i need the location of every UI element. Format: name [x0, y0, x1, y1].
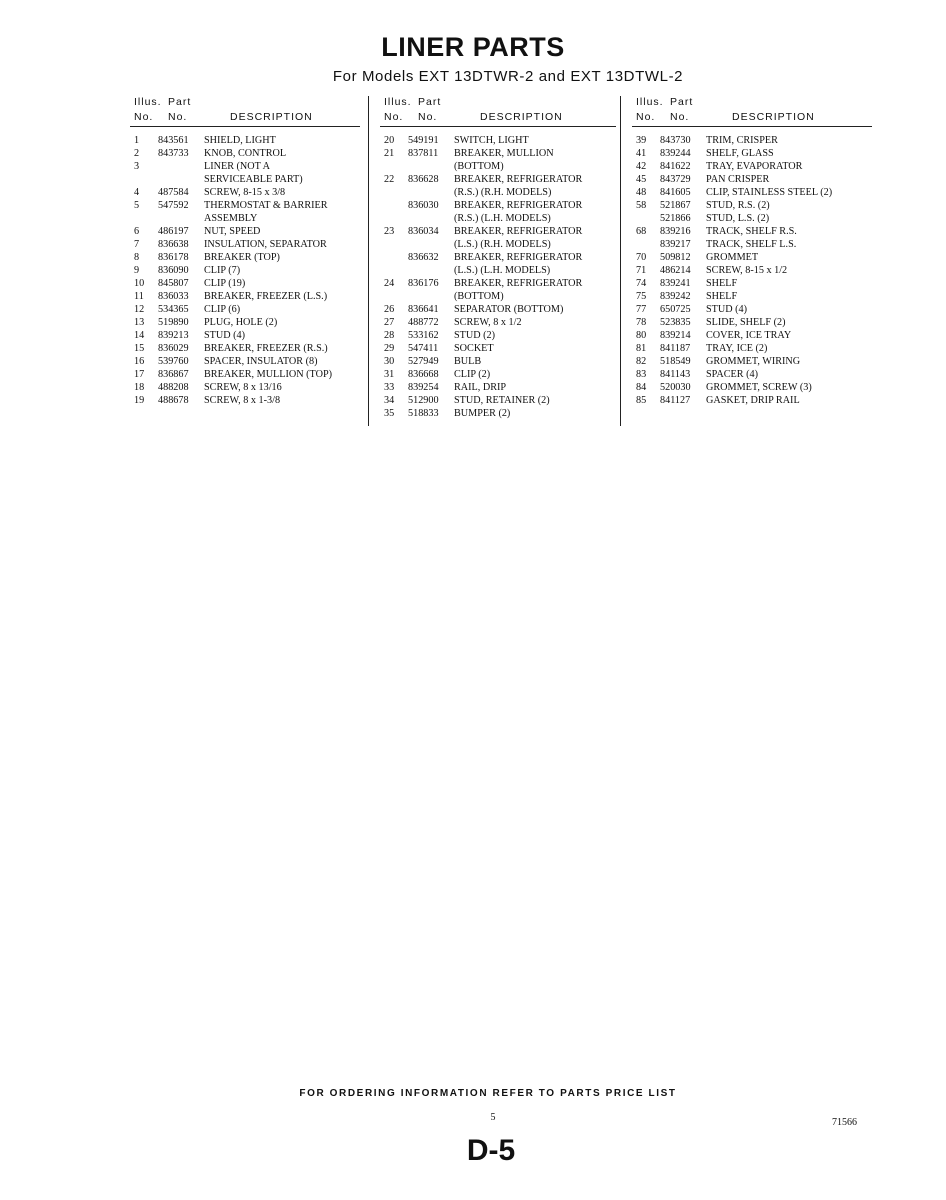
- page-subtitle: For Models EXT 13DTWR-2 and EXT 13DTWL-2: [332, 68, 684, 85]
- part-row: [130, 199, 360, 212]
- part-number: 547592: [158, 200, 189, 211]
- column-divider: [620, 96, 621, 426]
- part-description: BREAKER, FREEZER (R.S.): [204, 343, 328, 354]
- part-description: TRAY, ICE (2): [706, 343, 768, 354]
- part-description: CLIP (2): [454, 369, 491, 380]
- part-description: (BOTTOM): [454, 291, 504, 302]
- part-number: 841127: [660, 395, 691, 406]
- illus-number: 39: [636, 135, 647, 146]
- ordering-note: FOR ORDERING INFORMATION REFER TO PARTS PRICE LIST: [299, 1088, 677, 1099]
- part-description: INSULATION, SEPARATOR: [204, 239, 327, 250]
- part-row: [130, 225, 360, 238]
- part-description: SPACER (4): [706, 369, 758, 380]
- part-description: SCREW, 8 x 1/2: [454, 317, 522, 328]
- part-number: 843733: [158, 148, 189, 159]
- part-number: 549191: [408, 135, 439, 146]
- illus-number: 28: [384, 330, 395, 341]
- part-row: [380, 199, 616, 212]
- parts-list: [380, 134, 616, 420]
- part-row: [380, 290, 616, 303]
- part-row: [632, 342, 872, 355]
- header-rule: [632, 126, 872, 127]
- illus-number: [380, 186, 402, 199]
- part-number: 527949: [408, 356, 439, 367]
- part-number: 650725: [660, 304, 691, 315]
- column-header: [632, 96, 872, 128]
- part-description: STUD, RETAINER (2): [454, 395, 550, 406]
- part-number: 518549: [660, 356, 691, 367]
- part-row: [130, 173, 360, 186]
- part-number: 836033: [158, 291, 189, 302]
- part-row: [632, 251, 872, 264]
- illus-number: 42: [636, 161, 647, 172]
- part-description: SERVICEABLE PART): [204, 174, 303, 185]
- part-description: (R.S.) (R.H. MODELS): [454, 187, 552, 198]
- illus-number: 15: [134, 343, 145, 354]
- part-number: 836628: [408, 174, 439, 185]
- part-number: 839216: [660, 226, 691, 237]
- illus-number: 27: [384, 317, 395, 328]
- part-description: SEPARATOR (BOTTOM): [454, 304, 564, 315]
- header-illus-no: No.: [636, 111, 656, 123]
- part-row: [380, 212, 616, 225]
- part-row: [380, 394, 616, 407]
- illus-number: 70: [636, 252, 647, 263]
- part-number: 836029: [158, 343, 189, 354]
- part-number: [402, 160, 454, 173]
- part-description: BREAKER, REFRIGERATOR: [454, 252, 583, 263]
- illus-number: 11: [134, 291, 144, 302]
- illus-number: 34: [384, 395, 395, 406]
- part-description: TRACK, SHELF R.S.: [706, 226, 797, 237]
- part-number: [402, 264, 454, 277]
- part-row: [632, 173, 872, 186]
- illus-number: 13: [134, 317, 145, 328]
- part-description: PLUG, HOLE (2): [204, 317, 278, 328]
- part-description: ASSEMBLY: [204, 213, 258, 224]
- part-description: BUMPER (2): [454, 408, 511, 419]
- part-row: [130, 264, 360, 277]
- part-row: [632, 277, 872, 290]
- illus-number: 58: [636, 200, 647, 211]
- part-description: STUD (4): [204, 330, 246, 341]
- part-row: [130, 147, 360, 160]
- column-header: [380, 96, 616, 128]
- page-number: 5: [490, 1112, 496, 1123]
- part-row: [380, 225, 616, 238]
- part-row: [380, 368, 616, 381]
- part-description: SOCKET: [454, 343, 494, 354]
- illus-number: 85: [636, 395, 647, 406]
- header-description: DESCRIPTION: [230, 111, 313, 123]
- header-illus: Illus.: [384, 96, 412, 108]
- section-label: D-5: [466, 1134, 516, 1167]
- parts-column-2: [380, 96, 616, 420]
- illus-number: 16: [134, 356, 145, 367]
- header-illus: Illus.: [636, 96, 664, 108]
- part-description: COVER, ICE TRAY: [706, 330, 792, 341]
- part-number: 539760: [158, 356, 189, 367]
- part-number: 512900: [408, 395, 439, 406]
- illus-number: [130, 212, 152, 225]
- part-number: 487584: [158, 187, 189, 198]
- part-description: BREAKER, MULLION: [454, 148, 554, 159]
- part-description: CLIP (19): [204, 278, 246, 289]
- illus-number: 80: [636, 330, 647, 341]
- part-description: GROMMET: [706, 252, 759, 263]
- column-divider: [368, 96, 369, 426]
- part-number: [152, 173, 204, 186]
- header-illus: Illus.: [134, 96, 162, 108]
- part-description: BREAKER, REFRIGERATOR: [454, 200, 583, 211]
- part-row: [130, 303, 360, 316]
- illus-number: 78: [636, 317, 647, 328]
- part-number: 486197: [158, 226, 189, 237]
- illus-number: 75: [636, 291, 647, 302]
- illus-number: 30: [384, 356, 395, 367]
- part-number: 488678: [158, 395, 189, 406]
- part-number: 488208: [158, 382, 189, 393]
- illus-number: 45: [636, 174, 647, 185]
- part-number: 534365: [158, 304, 189, 315]
- header-part-no: No.: [418, 111, 438, 123]
- illus-number: [632, 238, 654, 251]
- part-description: (L.S.) (L.H. MODELS): [454, 265, 551, 276]
- illus-number: 12: [134, 304, 145, 315]
- parts-list: [130, 134, 360, 407]
- part-row: [632, 316, 872, 329]
- part-row: [632, 225, 872, 238]
- header-part-no: No.: [168, 111, 188, 123]
- illus-number: 68: [636, 226, 647, 237]
- part-number: 521866: [660, 213, 691, 224]
- part-description: STUD (2): [454, 330, 496, 341]
- part-number: 843729: [660, 174, 691, 185]
- part-row: [632, 238, 872, 251]
- part-description: SLIDE, SHELF (2): [706, 317, 786, 328]
- parts-column-1: [130, 96, 360, 407]
- illus-number: 21: [384, 148, 395, 159]
- part-row: [130, 212, 360, 225]
- part-description: (BOTTOM): [454, 161, 504, 172]
- part-row: [380, 147, 616, 160]
- part-row: [130, 277, 360, 290]
- part-row: [632, 381, 872, 394]
- part-number: 839254: [408, 382, 439, 393]
- part-description: STUD (4): [706, 304, 748, 315]
- part-number: 836178: [158, 252, 189, 263]
- part-row: [632, 134, 872, 147]
- part-row: [632, 160, 872, 173]
- illus-number: 8: [134, 252, 140, 263]
- illus-number: 14: [134, 330, 145, 341]
- part-number: 486214: [660, 265, 691, 276]
- part-row: [632, 303, 872, 316]
- part-number: 839242: [660, 291, 691, 302]
- header-part: Part: [418, 96, 442, 108]
- illus-number: 9: [134, 265, 140, 276]
- part-description: BREAKER (TOP): [204, 252, 280, 263]
- illus-number: [380, 264, 402, 277]
- part-row: [632, 147, 872, 160]
- illus-number: 3: [134, 161, 140, 172]
- part-row: [380, 342, 616, 355]
- illus-number: [380, 212, 402, 225]
- part-description: CLIP, STAINLESS STEEL (2): [706, 187, 833, 198]
- part-row: [380, 264, 616, 277]
- part-description: SHELF: [706, 278, 738, 289]
- part-description: GROMMET, SCREW (3): [706, 382, 812, 393]
- part-row: [632, 212, 872, 225]
- part-row: [632, 394, 872, 407]
- part-number: [402, 186, 454, 199]
- part-description: RAIL, DRIP: [454, 382, 507, 393]
- illus-number: 6: [134, 226, 140, 237]
- header-part-no: No.: [670, 111, 690, 123]
- header-rule: [380, 126, 616, 127]
- header-illus-no: No.: [384, 111, 404, 123]
- part-number: 836176: [408, 278, 439, 289]
- illus-number: 19: [134, 395, 145, 406]
- part-number: 836632: [408, 252, 439, 263]
- part-row: [130, 186, 360, 199]
- illus-number: 83: [636, 369, 647, 380]
- part-number: 839214: [660, 330, 691, 341]
- part-row: [632, 264, 872, 277]
- illus-number: 26: [384, 304, 395, 315]
- part-number: 488772: [408, 317, 439, 328]
- part-description: SHIELD, LIGHT: [204, 135, 276, 146]
- illus-number: [380, 238, 402, 251]
- part-description: PAN CRISPER: [706, 174, 770, 185]
- part-number: 837811: [408, 148, 439, 159]
- part-number: 520030: [660, 382, 691, 393]
- part-description: SCREW, 8-15 x 1/2: [706, 265, 788, 276]
- part-row: [130, 238, 360, 251]
- part-description: BULB: [454, 356, 482, 367]
- part-row: [380, 329, 616, 342]
- part-number: 547411: [408, 343, 439, 354]
- part-row: [632, 199, 872, 212]
- illus-number: 24: [384, 278, 395, 289]
- illus-number: 20: [384, 135, 395, 146]
- part-number: [402, 290, 454, 303]
- part-description: (L.S.) (R.H. MODELS): [454, 239, 551, 250]
- part-description: SHELF, GLASS: [706, 148, 774, 159]
- part-row: [130, 342, 360, 355]
- part-description: GASKET, DRIP RAIL: [706, 395, 800, 406]
- part-description: TRACK, SHELF L.S.: [706, 239, 797, 250]
- illus-number: 41: [636, 148, 647, 159]
- part-number: 836090: [158, 265, 189, 276]
- part-number: [402, 238, 454, 251]
- part-number: 836641: [408, 304, 439, 315]
- part-number: [152, 160, 204, 173]
- part-row: [130, 251, 360, 264]
- part-description: SCREW, 8 x 13/16: [204, 382, 282, 393]
- header-part: Part: [670, 96, 694, 108]
- part-description: BREAKER, REFRIGERATOR: [454, 226, 583, 237]
- parts-column-3: [632, 96, 872, 407]
- part-row: [130, 134, 360, 147]
- part-number: 841622: [660, 161, 691, 172]
- part-row: [130, 394, 360, 407]
- part-row: [130, 355, 360, 368]
- illus-number: 82: [636, 356, 647, 367]
- part-row: [130, 368, 360, 381]
- part-row: [380, 303, 616, 316]
- header-description: DESCRIPTION: [732, 111, 815, 123]
- part-row: [380, 355, 616, 368]
- part-description: TRIM, CRISPER: [706, 135, 778, 146]
- illus-number: 48: [636, 187, 647, 198]
- part-number: 533162: [408, 330, 439, 341]
- part-description: (R.S.) (L.H. MODELS): [454, 213, 551, 224]
- part-description: GROMMET, WIRING: [706, 356, 801, 367]
- part-number: [152, 212, 204, 225]
- part-number: 509812: [660, 252, 691, 263]
- part-number: 841605: [660, 187, 691, 198]
- illus-number: 74: [636, 278, 647, 289]
- part-number: 843730: [660, 135, 691, 146]
- illus-number: 17: [134, 369, 145, 380]
- illus-number: [380, 251, 402, 264]
- part-description: BREAKER, MULLION (TOP): [204, 369, 333, 380]
- part-row: [380, 316, 616, 329]
- header-rule: [130, 126, 360, 127]
- illus-number: 22: [384, 174, 395, 185]
- part-row: [632, 329, 872, 342]
- part-number: 841143: [660, 369, 691, 380]
- part-number: 836030: [408, 200, 439, 211]
- part-row: [380, 407, 616, 420]
- part-description: CLIP (6): [204, 304, 241, 315]
- part-description: SPACER, INSULATOR (8): [204, 356, 318, 367]
- document-code: 71566: [832, 1117, 857, 1128]
- part-description: STUD, L.S. (2): [706, 213, 770, 224]
- illus-number: 31: [384, 369, 395, 380]
- part-number: 845807: [158, 278, 189, 289]
- part-number: 839213: [158, 330, 189, 341]
- part-row: [632, 355, 872, 368]
- part-description: CLIP (7): [204, 265, 241, 276]
- part-number: [402, 212, 454, 225]
- part-row: [130, 329, 360, 342]
- illus-number: 1: [134, 135, 140, 146]
- part-row: [380, 186, 616, 199]
- part-description: NUT, SPEED: [204, 226, 261, 237]
- part-description: SWITCH, LIGHT: [454, 135, 529, 146]
- part-number: 841187: [660, 343, 691, 354]
- part-number: 523835: [660, 317, 691, 328]
- column-header: [130, 96, 360, 128]
- part-row: [632, 368, 872, 381]
- header-illus-no: No.: [134, 111, 154, 123]
- part-number: 521867: [660, 200, 691, 211]
- illus-number: 10: [134, 278, 145, 289]
- part-number: 839244: [660, 148, 691, 159]
- illus-number: 29: [384, 343, 395, 354]
- part-number: 836638: [158, 239, 189, 250]
- parts-list: [632, 134, 872, 407]
- page-title: LINER PARTS: [381, 32, 565, 62]
- part-description: SCREW, 8 x 1-3/8: [204, 395, 281, 406]
- part-description: LINER (NOT A: [204, 161, 271, 172]
- part-number: 839241: [660, 278, 691, 289]
- illus-number: 2: [134, 148, 140, 159]
- part-number: 519890: [158, 317, 189, 328]
- part-description: TRAY, EVAPORATOR: [706, 161, 803, 172]
- part-row: [632, 290, 872, 303]
- part-number: 843561: [158, 135, 189, 146]
- part-description: KNOB, CONTROL: [204, 148, 287, 159]
- illus-number: [632, 212, 654, 225]
- part-description: BREAKER, REFRIGERATOR: [454, 278, 583, 289]
- part-row: [380, 173, 616, 186]
- illus-number: 71: [636, 265, 647, 276]
- part-description: THERMOSTAT & BARRIER: [204, 200, 328, 211]
- part-number: 518833: [408, 408, 439, 419]
- part-description: STUD, R.S. (2): [706, 200, 770, 211]
- part-number: 836867: [158, 369, 189, 380]
- part-row: [380, 381, 616, 394]
- illus-number: [380, 160, 402, 173]
- part-description: BREAKER, FREEZER (L.S.): [204, 291, 328, 302]
- part-number: 836668: [408, 369, 439, 380]
- part-row: [130, 290, 360, 303]
- part-row: [380, 134, 616, 147]
- illus-number: 84: [636, 382, 647, 393]
- part-row: [380, 238, 616, 251]
- part-row: [130, 160, 360, 173]
- illus-number: 77: [636, 304, 647, 315]
- part-description: SCREW, 8-15 x 3/8: [204, 187, 286, 198]
- illus-number: 81: [636, 343, 647, 354]
- illus-number: 4: [134, 187, 140, 198]
- part-description: BREAKER, REFRIGERATOR: [454, 174, 583, 185]
- illus-number: [130, 173, 152, 186]
- part-number: 839217: [660, 239, 691, 250]
- illus-number: [380, 290, 402, 303]
- illus-number: 5: [134, 200, 140, 211]
- illus-number: 7: [134, 239, 140, 250]
- illus-number: 35: [384, 408, 395, 419]
- part-row: [380, 277, 616, 290]
- part-row: [632, 186, 872, 199]
- part-number: 836034: [408, 226, 439, 237]
- illus-number: 18: [134, 382, 145, 393]
- header-description: DESCRIPTION: [480, 111, 563, 123]
- part-row: [380, 251, 616, 264]
- part-row: [130, 381, 360, 394]
- illus-number: [380, 199, 402, 212]
- illus-number: 33: [384, 382, 395, 393]
- part-row: [130, 316, 360, 329]
- part-row: [380, 160, 616, 173]
- illus-number: 23: [384, 226, 395, 237]
- header-part: Part: [168, 96, 192, 108]
- part-description: SHELF: [706, 291, 738, 302]
